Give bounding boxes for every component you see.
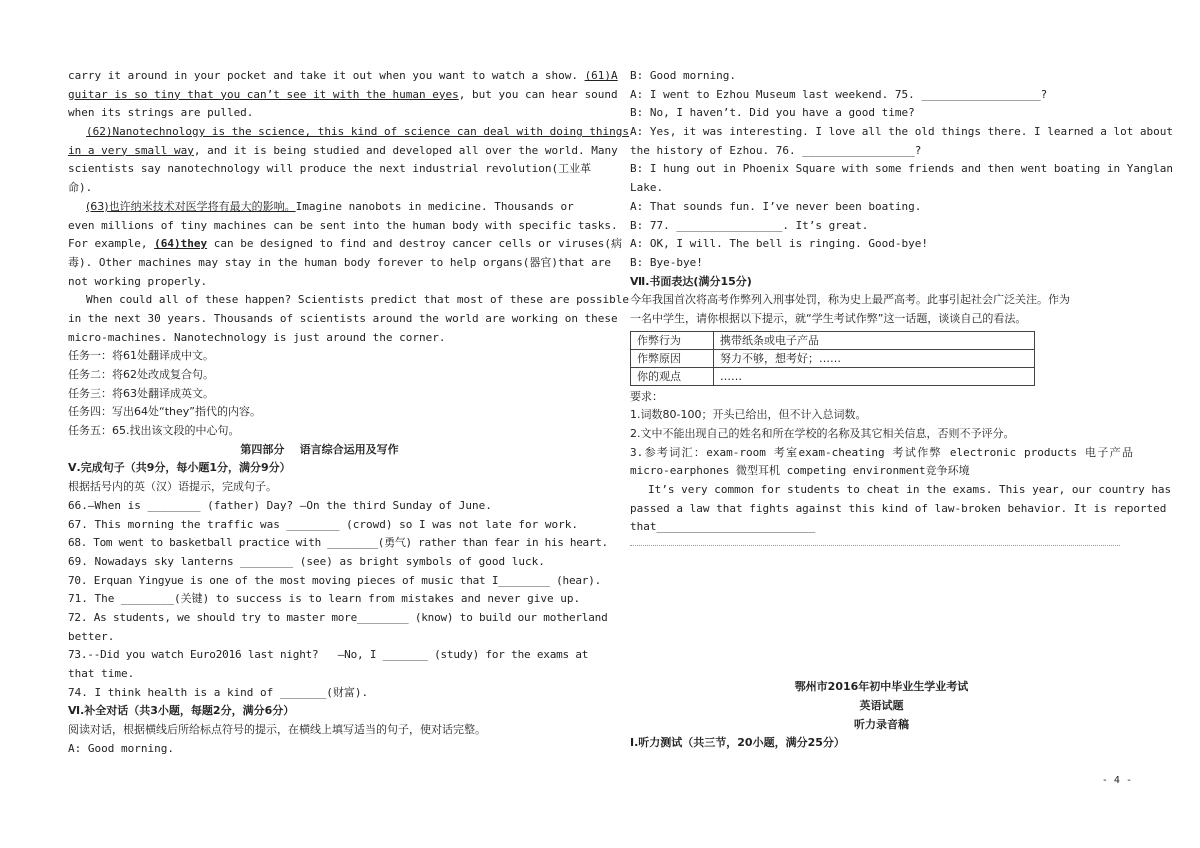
- dialog-line: B: No, I haven’t. Did you have a good time?: [630, 106, 915, 120]
- table-cell: ……: [714, 367, 1035, 385]
- table-row: [631, 331, 1035, 349]
- requirement-item: 3.参考词汇：exam-room 考室exam-cheating 考试作弊 electronic products 电子产品: [630, 445, 1133, 459]
- table-cell: 努力不够，想考好；……: [714, 349, 1035, 367]
- section-intro: 根据括号内的英（汉）语提示，完成句子。: [68, 480, 277, 494]
- task-item: 任务五：65.找出该文段的中心句。: [68, 424, 240, 438]
- prompt-table: [630, 331, 1035, 386]
- left-column: [68, 67, 630, 758]
- dialog-line: B: Bye-bye!: [630, 255, 703, 269]
- exam-header: 鄂州市2016年初中毕业生学业考试: [794, 680, 969, 694]
- dialog-line: B: I hung out in Phoenix Square with some friends and then went boating in Yanglan: [630, 162, 1174, 176]
- passage-line: not working properly.: [68, 274, 208, 288]
- section-intro: 今年我国首次将高考作弊列入刑事处罚，称为史上最严高考。此事引起社会广泛关注。作为: [630, 293, 1070, 307]
- task-item: 任务一：将61处翻译成中文。: [68, 349, 214, 363]
- part-heading: 第四部分 语言综合运用及写作: [240, 442, 399, 456]
- table-row: [631, 349, 1035, 367]
- dialog-line: A: I went to Ezhou Museum last weekend. 75. __________________?: [630, 87, 1048, 101]
- question-item: better.: [68, 629, 115, 643]
- dialog-line: B: Good morning.: [630, 69, 736, 82]
- passage-line: micro-machines. Nanotechnology is just around the corner.: [68, 330, 446, 344]
- table-cell: 你的观点: [631, 367, 714, 385]
- dialog-line: B: 77. ________________. It’s great.: [630, 218, 869, 232]
- requirement-item: 1.词数80-100；开头已给出，但不计入总词数。: [630, 408, 867, 422]
- right-column: [630, 67, 1174, 753]
- question-item: 67. This morning the traffic was ________ (crowd) so I was not late for work.: [68, 517, 578, 531]
- dialog-line: A: Yes, it was interesting. I love all the old things there. I learned a lot about: [630, 125, 1174, 139]
- task-item: 任务四：写出64处“they”指代的内容。: [68, 405, 261, 419]
- passage-line: (62)Nanotechnology is the science, this kind of science can deal with doing things: [86, 125, 630, 139]
- dialog-line: Lake.: [630, 181, 664, 195]
- question-item: 73.--Did you watch Euro2016 last night? —No, I _______ (study) for the exams at: [68, 648, 589, 662]
- section-intro: 阅读对话，根据横线后所给标点符号的提示，在横线上填写适当的句子，使对话完整。: [68, 723, 486, 737]
- question-item: 66.—When is ________ (father) Day? —On the third Sunday of June.: [68, 498, 492, 512]
- requirements-title: 要求：: [630, 389, 663, 403]
- table-row: [631, 367, 1035, 385]
- table-cell: 携带纸条或电子产品: [714, 331, 1035, 349]
- dialog-line: A: That sounds fun. I’ve never been boating.: [630, 199, 922, 213]
- essay-line: that________________________: [630, 520, 816, 534]
- passage-line: (63)也许纳米技术对医学将有最大的影响。Imagine nanobots in medicine. Thousands or: [86, 199, 574, 213]
- dialog-line: the history of Ezhou. 76. _________________?: [630, 143, 922, 157]
- question-item: 68. Tom went to basketball practice with ________(勇气) rather than fear in his heart.: [68, 536, 608, 550]
- section-title: Ⅵ.补全对话（共3小题，每题2分，满分6分）: [68, 704, 295, 718]
- transcript-title: 听力录音稿: [854, 717, 909, 731]
- question-item: 74. I think health is a kind of _______(财富).: [68, 685, 369, 699]
- passage-line: 毒). Other machines may stay in the human body forever to help organs(器官)that are: [68, 255, 611, 269]
- dialog-line: A: OK, I will. The bell is ringing. Good-bye!: [630, 237, 929, 251]
- exam-subtitle: 英语试题: [859, 698, 904, 712]
- question-item: 72. As students, we should try to master more________ (know) to build our motherland: [68, 610, 608, 624]
- question-item: 69. Nowadays sky lanterns ________ (see) as bright symbols of good luck.: [68, 554, 545, 568]
- section-intro: 一名中学生，请你根据以下提示，就“学生考试作弊”这一话题，谈谈自己的看法。: [630, 311, 1027, 325]
- dialog-line: A: Good morning.: [68, 741, 174, 755]
- section-title: Ⅴ.完成句子（共9分，每小题1分，满分9分）: [68, 461, 291, 475]
- question-item: 71. The ________(关键) to success is to learn from mistakes and never give up.: [68, 592, 581, 606]
- passage-line: When could all of these happen? Scientists predict that most of these are possible: [86, 293, 630, 307]
- passage-line: 命).: [68, 181, 93, 195]
- section-title: Ⅰ.听力测试（共三节，20小题，满分25分）: [630, 736, 845, 750]
- passage-line: when its strings are pulled.: [68, 106, 254, 120]
- requirement-item: micro-earphones 微型耳机 competing environment竞争环境: [630, 464, 970, 478]
- question-item: that time.: [68, 667, 135, 680]
- section-title: Ⅶ.书面表达(满分15分): [630, 274, 752, 288]
- task-item: 任务三：将63处翻译成英文。: [68, 386, 214, 400]
- table-cell: 作弊行为: [631, 331, 714, 349]
- task-item: 任务二：将62处改成复合句。: [68, 368, 214, 381]
- question-item: 70. Erquan Yingyue is one of the most moving pieces of music that I________ (hear).: [68, 573, 602, 587]
- passage-line: even millions of tiny machines can be sent into the human body with specific tasks.: [68, 218, 618, 232]
- passage-line: carry it around in your pocket and take it out when you want to watch a show. (61)A: [68, 69, 618, 82]
- requirement-item: 2.文中不能出现自己的姓名和所在学校的名称及其它相关信息，否则不予评分。: [630, 427, 1015, 440]
- passage-line: For example, (64)they can be designed to find and destroy cancer cells or viruses(病: [68, 237, 623, 251]
- essay-line: It’s very common for students to cheat in the exams. This year, our country has: [648, 483, 1172, 497]
- table-cell: 作弊原因: [631, 349, 714, 367]
- passage-line: in a very small way, and it is being studied and developed all over the world. Many: [68, 143, 618, 157]
- passage-line: guitar is so tiny that you can’t see it with the human eyes, but you can hear sound: [68, 87, 618, 101]
- page-number: - 4 -: [1101, 775, 1132, 786]
- passage-line: in the next 30 years. Thousands of scientists around the world are working on these: [68, 311, 618, 325]
- passage-line: scientists say nanotechnology will produce the next industrial revolution(工业革: [68, 162, 592, 176]
- essay-line: passed a law that fights against this kind of law-broken behavior. It is reported: [630, 501, 1167, 515]
